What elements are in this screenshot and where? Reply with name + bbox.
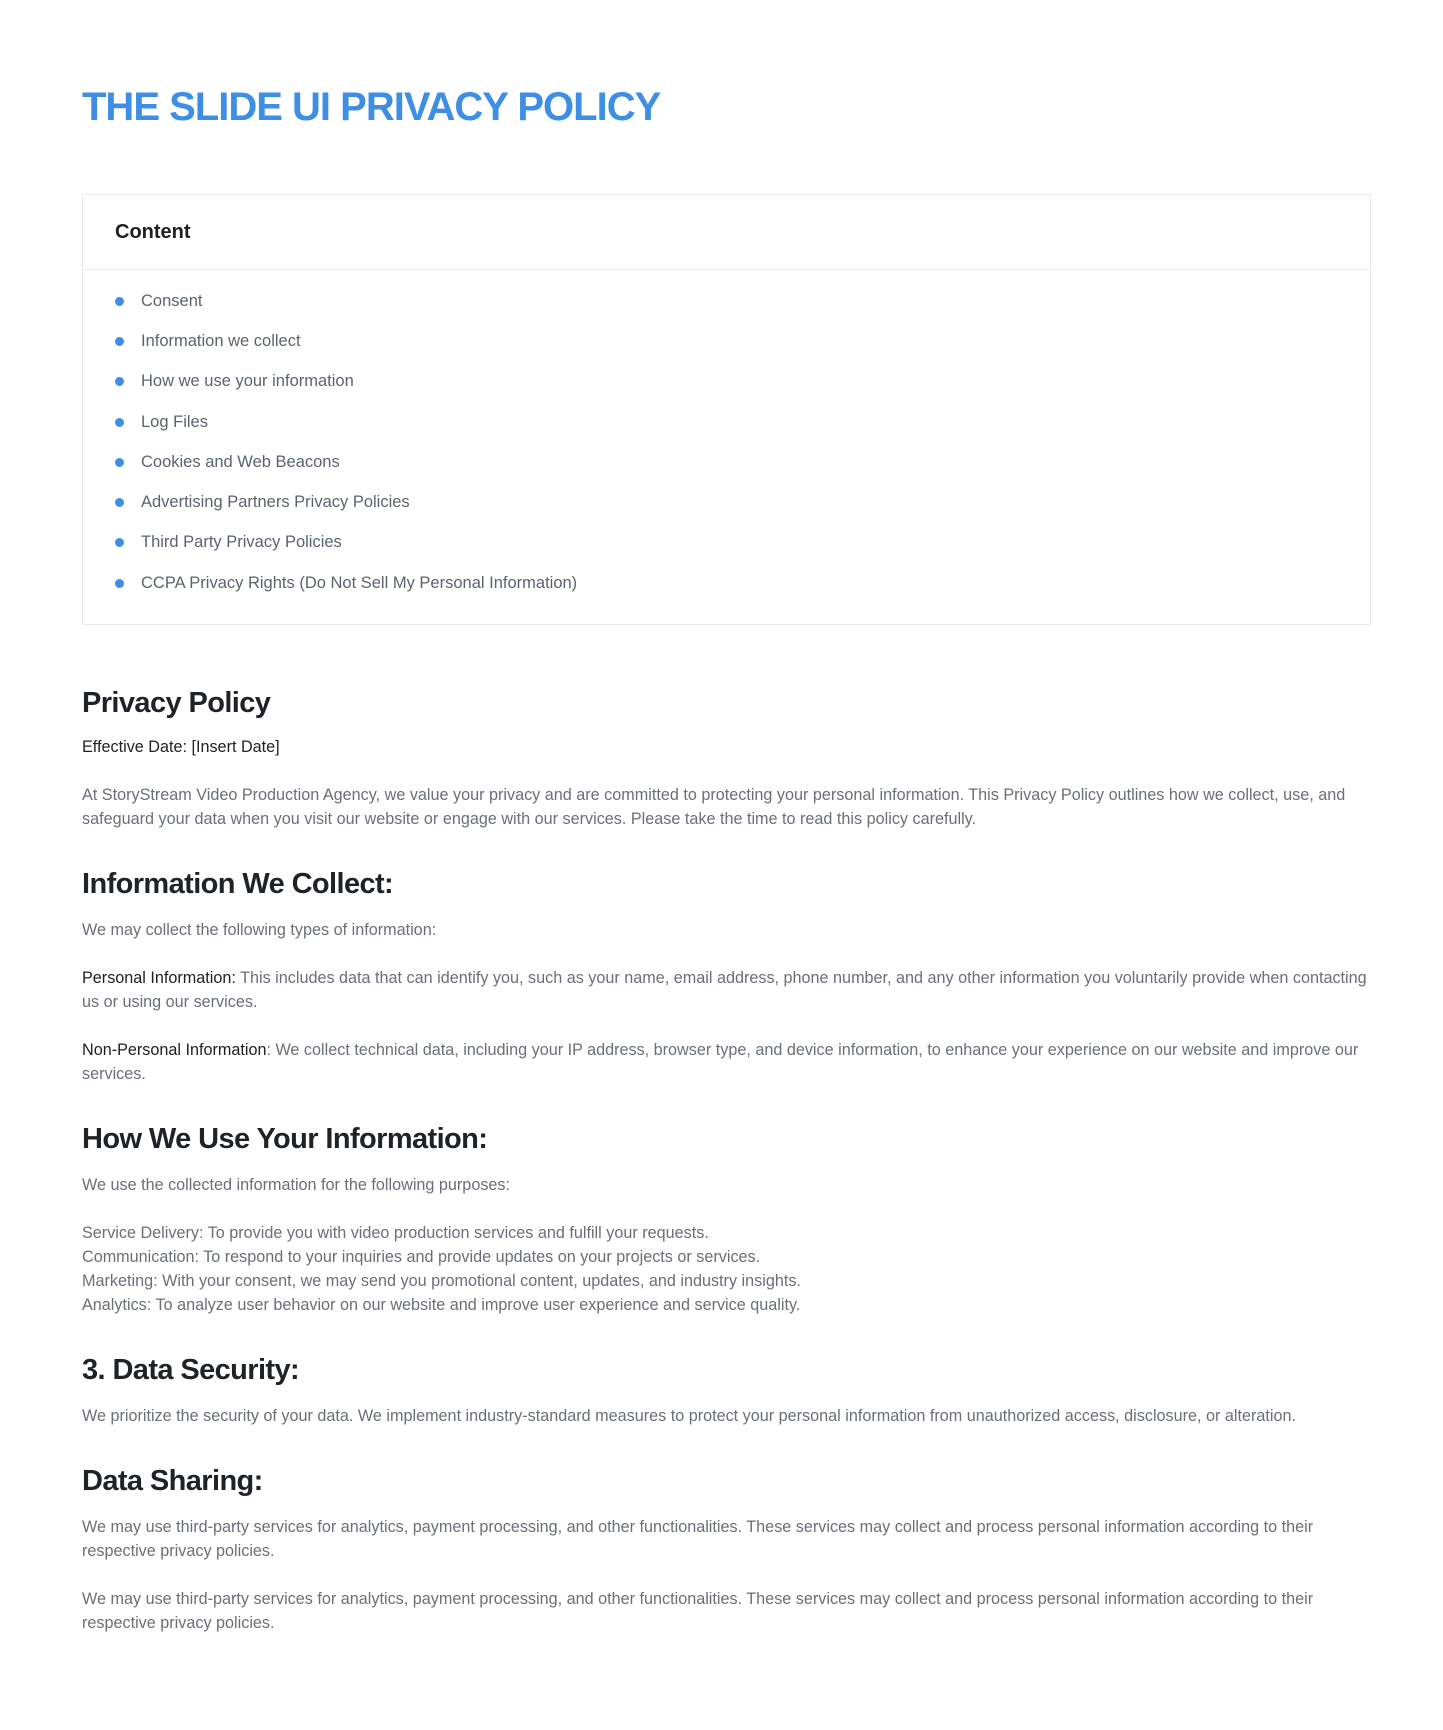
section-heading-data-sharing: Data Sharing:	[82, 1465, 263, 1497]
sharing-paragraph-2: We may use third-party services for analytics, payment processing, and other functionalities. These services may collect and process personal information according to their respective privacy policies.	[82, 1590, 1314, 1632]
bullet-icon	[115, 458, 124, 467]
use-line-communication: Communication: To respond to your inquiries and provide updates on your projects or services.	[82, 1248, 761, 1266]
non-personal-information-label: Non-Personal Information	[82, 1041, 267, 1059]
page-title: THE SLIDE UI PRIVACY POLICY	[82, 85, 661, 129]
section-heading-information-we-collect: Information We Collect:	[82, 868, 394, 900]
bullet-icon	[115, 498, 124, 507]
bullet-icon	[115, 538, 124, 547]
security-paragraph: We prioritize the security of your data. We implement industry-standard measures to protect your personal information from unauthorized access, disclosure, or alteration.	[82, 1407, 1297, 1425]
toc-item-information-we-collect[interactable]	[115, 321, 1370, 361]
use-intro-paragraph: We use the collected information for the following purposes:	[82, 1176, 511, 1194]
use-line-analytics: Analytics: To analyze user behavior on our website and improve user experience and service quality.	[82, 1296, 801, 1314]
toc-item-consent[interactable]	[115, 281, 1370, 321]
sharing-paragraph-1: We may use third-party services for analytics, payment processing, and other functionalities. These services may collect and process personal information according to their respective privacy policies.	[82, 1518, 1314, 1560]
personal-information-text: This includes data that can identify you, such as your name, email address, phone number, and any other information you voluntarily provide when contacting us or using our services.	[82, 969, 1367, 1011]
toc-item-how-we-use[interactable]	[115, 362, 1370, 402]
personal-information-paragraph	[82, 966, 1371, 1014]
use-line-marketing: Marketing: With your consent, we may send you promotional content, updates, and industry insights.	[82, 1272, 801, 1290]
bullet-icon	[115, 377, 124, 386]
collect-intro-paragraph: We may collect the following types of information:	[82, 921, 437, 939]
toc-link[interactable]: Consent	[141, 291, 203, 310]
policy-content	[82, 684, 1371, 1635]
toc-link[interactable]: Cookies and Web Beacons	[141, 452, 340, 471]
toc-link[interactable]: CCPA Privacy Rights (Do Not Sell My Personal Information)	[141, 573, 578, 592]
toc-link[interactable]: Third Party Privacy Policies	[141, 533, 342, 552]
toc-header	[83, 195, 1370, 270]
toc-item-ccpa[interactable]	[115, 563, 1370, 603]
toc-link[interactable]: How we use your information	[141, 372, 354, 391]
personal-information-label: Personal Information:	[82, 969, 236, 987]
non-personal-information-paragraph	[82, 1038, 1371, 1086]
privacy-intro-paragraph: At StoryStream Video Production Agency, we value your privacy and are committed to protecting your personal information. This Privacy Policy outlines how we collect, use, and safeguard your data when you visit our website or engage with our services. Please take the time to read this policy carefully.	[82, 786, 1346, 828]
table-of-contents	[82, 194, 1371, 625]
toc-item-third-party[interactable]	[115, 523, 1370, 563]
bullet-icon	[115, 337, 124, 346]
bullet-icon	[115, 297, 124, 306]
toc-link[interactable]: Information we collect	[141, 331, 301, 350]
section-heading-data-security: 3. Data Security:	[82, 1354, 300, 1386]
non-personal-information-text: : We collect technical data, including your IP address, browser type, and device information, to enhance your experience on our website and improve our services.	[82, 1041, 1359, 1083]
toc-item-cookies[interactable]	[115, 442, 1370, 482]
section-heading-how-we-use: How We Use Your Information:	[82, 1123, 488, 1155]
use-line-service-delivery: Service Delivery: To provide you with video production services and fulfill your requests.	[82, 1224, 709, 1242]
toc-item-log-files[interactable]	[115, 402, 1370, 442]
toc-link[interactable]: Advertising Partners Privacy Policies	[141, 493, 410, 512]
toc-link[interactable]: Log Files	[141, 412, 208, 431]
section-heading-privacy-policy: Privacy Policy	[82, 687, 271, 719]
toc-item-advertising-partners[interactable]	[115, 482, 1370, 522]
toc-list	[83, 270, 1370, 603]
bullet-icon	[115, 418, 124, 427]
effective-date: Effective Date: [Insert Date]	[82, 738, 280, 756]
bullet-icon	[115, 579, 124, 588]
toc-heading: Content	[115, 220, 191, 243]
